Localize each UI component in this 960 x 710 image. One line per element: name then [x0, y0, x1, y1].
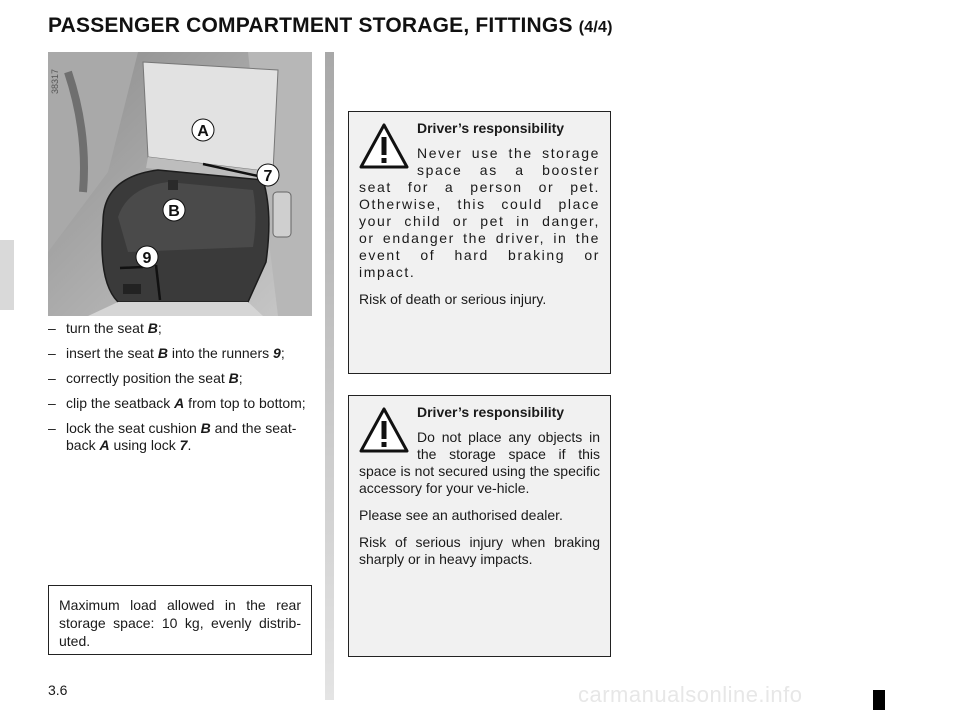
label-7-callout: [257, 164, 279, 186]
step-text: clip the seatback: [66, 395, 175, 411]
step-item: [48, 395, 313, 412]
warning-paragraph: Never use the storage space as a booster seat for a person or pet. Otherwise, this could place your child or pet in danger, or endanger the driver, in the event of hard braking or impact.: [359, 145, 600, 280]
label-a: A: [197, 123, 209, 140]
warning-box-booster: [348, 111, 611, 374]
step-text: into the runners: [167, 345, 274, 361]
warning-paragraph: Risk of serious injury when braking sharply or in heavy impacts.: [359, 534, 600, 567]
instruction-steps: [48, 320, 313, 462]
step-dash: –: [48, 370, 56, 386]
part-ref: B: [200, 420, 211, 436]
page-title: [48, 14, 613, 38]
part-ref: B: [228, 370, 239, 386]
step-text: ;: [238, 370, 243, 386]
step-text: using lock: [109, 437, 180, 453]
page-title-suffix: (4/4): [578, 19, 613, 36]
part-ref: B: [147, 320, 158, 336]
page-number: 3.6: [48, 682, 68, 698]
warning-paragraph: Risk of death or serious injury.: [359, 291, 547, 307]
part-ref: 9: [273, 345, 281, 361]
label-9-callout: [136, 246, 158, 268]
warning-triangle-icon: [359, 123, 409, 169]
storage-seat-illustration: [48, 52, 312, 316]
step-text: from top to bottom;: [184, 395, 306, 411]
warning-paragraph: Please see an authorised dealer.: [359, 507, 563, 523]
max-load-text: Maximum load allowed in the rear storage space: 10 kg, evenly distrib-uted.: [59, 597, 301, 649]
figure-reference: [50, 56, 64, 106]
step-text: insert the seat: [66, 345, 158, 361]
step-dash: –: [48, 420, 56, 436]
part-ref: 7: [179, 437, 188, 453]
label-9: 9: [142, 250, 152, 267]
step-text: ;: [157, 320, 162, 336]
figure-reference-text: 38317: [50, 68, 60, 94]
step-text: turn the seat: [66, 320, 148, 336]
step-text: .: [187, 437, 192, 453]
step-item: [48, 320, 313, 337]
step-text: and the seat-back: [66, 420, 297, 453]
step-item: [48, 370, 313, 387]
step-text: lock the seat cushion: [66, 420, 201, 436]
chapter-tab: [0, 240, 14, 310]
label-7: 7: [263, 168, 273, 185]
corner-marker: [873, 690, 885, 710]
label-b: B: [168, 203, 180, 220]
column-divider: [325, 52, 334, 700]
part-ref: A: [174, 395, 185, 411]
label-b-callout: [163, 199, 185, 221]
warning-heading: Driver’s responsibility: [417, 404, 565, 420]
step-item: [48, 345, 313, 362]
step-dash: –: [48, 345, 56, 361]
label-a-callout: [192, 119, 214, 141]
step-item: [48, 420, 313, 454]
step-dash: –: [48, 395, 56, 411]
page-title-text: PASSENGER COMPARTMENT STORAGE, FITTINGS: [48, 14, 573, 37]
warning-heading: Driver’s responsibility: [417, 120, 565, 136]
part-ref: A: [99, 437, 110, 453]
max-load-note: [48, 585, 312, 655]
warning-box-objects: [348, 395, 611, 657]
step-text: ;: [280, 345, 285, 361]
part-ref: B: [157, 345, 168, 361]
warning-triangle-icon: [359, 407, 409, 453]
watermark: carmanualsonline.info: [578, 682, 803, 707]
warning-paragraph: Do not place any objects in the storage space if this space is not secured using the specific accessory for your ve-hicle.: [359, 429, 600, 496]
step-dash: –: [48, 320, 56, 336]
step-text: correctly position the seat: [66, 370, 229, 386]
